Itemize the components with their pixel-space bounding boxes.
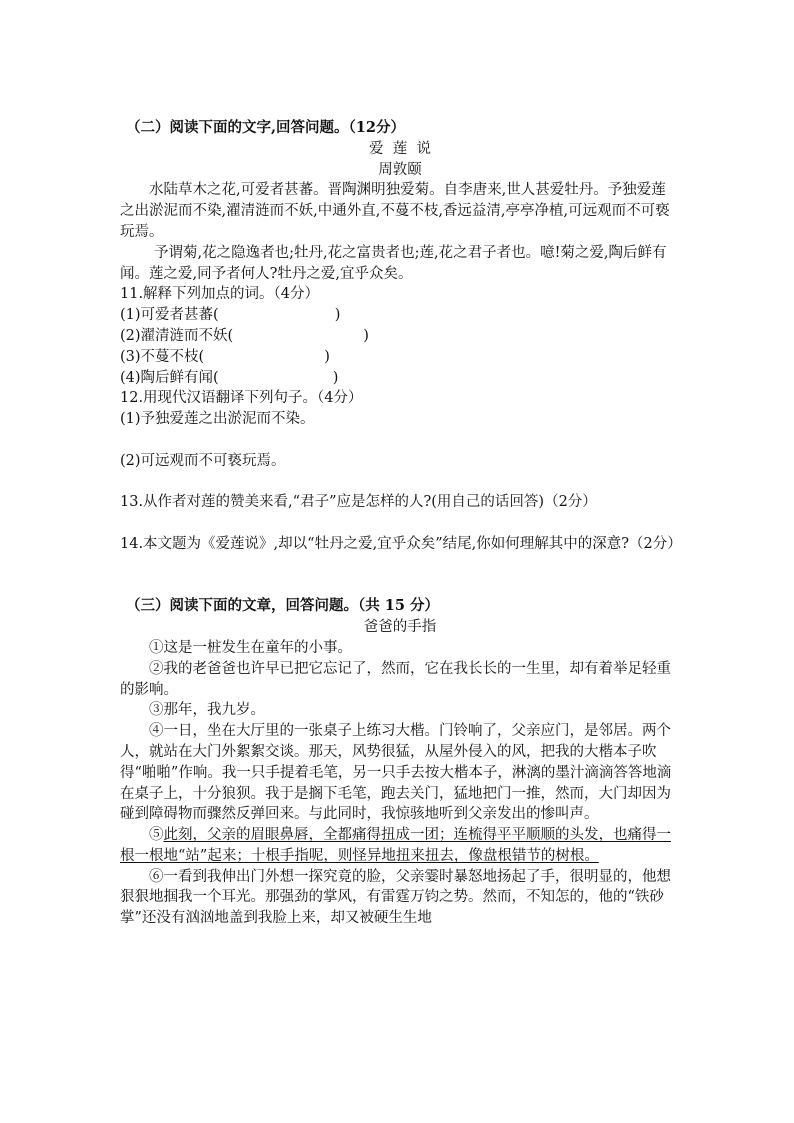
article-para-3: ③那年，我九岁。 — [149, 702, 265, 719]
q11-item-2: (2)濯清涟而不妖( — [120, 327, 234, 344]
question-12: 12.用现代汉语翻译下列句子。（4分） — [120, 390, 363, 407]
q11-item-4: (4)陶后鲜有闻( — [120, 369, 219, 386]
answer-space-13[interactable] — [120, 513, 680, 534]
question-11: 11.解释下列加点的词。（4分） — [120, 286, 320, 303]
article-para-4: ④一日，坐在大厅里的一张桌子上练习大楷。门铃响了，父亲应门，是邻居。两个人，就站在大门外絮絮交谈。那天，风势很猛，从屋外侵入的风，把我的大楷本子吹得“啪啪”作响。我一只手提着毛笔，另一只手去按大楷本子，淋漓的墨汁滴滴答答地滴在桌子上，十分狼狈。我于是搁下毛笔，跑去关门，猛地把门一推，然而，大门却因为碰到障碍物而骤然反弹回来。与此同时，我惊骇地听到父亲发出的惨叫声。 — [120, 723, 672, 823]
answer-line-11-4[interactable] — [120, 368, 680, 389]
q11-item-3: (3)不蔓不枝( — [120, 348, 205, 365]
section3-header: （三）阅读下面的文章，回答问题。（共 15 分） — [126, 597, 440, 615]
section2-header: （二）阅读下面的文字,回答问题。（12分） — [126, 119, 405, 136]
para-5-number: ⑤ — [149, 827, 164, 844]
q12-item-2: (2)可远观而不可亵玩焉。 — [120, 452, 286, 469]
answer-line-11-3[interactable] — [120, 347, 680, 368]
q11-item-4-close: ) — [332, 369, 339, 386]
article-title: 爸爸的手指 — [363, 619, 437, 636]
answer-space-12-1[interactable] — [120, 430, 680, 451]
document-page — [120, 118, 680, 929]
q11-item-1: (1)可爱者甚蕃( — [120, 307, 219, 324]
article-para-6: ⑥一看到我伸出门外想一探究竟的脸，父亲霎时暴怒地扬起了手，很明显的，他想狠狠地掴我一个耳光。那强劲的掌风，有雷霆万钧之势。然而，不知怎的，他的“铁砂掌”还没有汹汹地盖到我脸上来，却又被硬生生地 — [120, 868, 671, 927]
article-para-1: ①这是一桩发生在童年的小事。 — [149, 639, 352, 656]
answer-line-11-1[interactable] — [120, 305, 680, 326]
answer-space-12-2[interactable] — [120, 472, 680, 493]
q12-item-1: (1)予独爱莲之出淤泥而不染。 — [120, 411, 315, 428]
q11-item-2-close: ) — [363, 327, 369, 344]
poem-title: 爱 莲 说 — [369, 140, 431, 157]
article-para-5 — [120, 825, 680, 867]
answer-space-14a[interactable] — [120, 555, 680, 576]
article-para-2: ②我的老爸爸也许早已把它忘记了，然而，它在我长长的一生里，却有着举足轻重的影响。 — [120, 660, 671, 698]
poem-author: 周敦颐 — [378, 161, 422, 178]
answer-space-14b[interactable] — [120, 576, 680, 597]
underlined-sentence: 此刻，父亲的眉眼鼻唇，全都痛得扭成一团；连梳得平平顺顺的头发，也痛得一根一根地“站”起来；十根手指呢，则怪异地扭来扭去，像盘根错节的树根。 — [120, 827, 671, 864]
q11-item-3-close: ) — [324, 348, 330, 365]
question-13: 13.从作者对莲的赞美来看,“君子”应是怎样的人?(用自己的话回答)（2分） — [120, 494, 597, 511]
q11-item-1-close: ) — [334, 307, 341, 324]
question-14: 14.本文题为《爱莲说》,却以“牡丹之爱,宜乎众矣”结尾,你如何理解其中的深意?（2分） — [120, 535, 682, 552]
classical-para-2: 予谓菊,花之隐逸者也;牡丹,花之富贵者也;莲,花之君子者也。噫!菊之爱,陶后鲜有闻。莲之爱,同予者何人?牡丹之爱,宜乎众矣。 — [120, 244, 667, 282]
answer-line-11-2[interactable] — [120, 326, 680, 347]
classical-para-1: 水陆草木之花,可爱者甚蕃。晋陶渊明独爱菊。自李唐来,世人甚爱牡丹。予独爱莲之出淤泥而不染,濯清涟而不妖,中通外直,不蔓不枝,香远益清,亭亭净植,可远观而不可亵玩焉。 — [120, 182, 670, 240]
